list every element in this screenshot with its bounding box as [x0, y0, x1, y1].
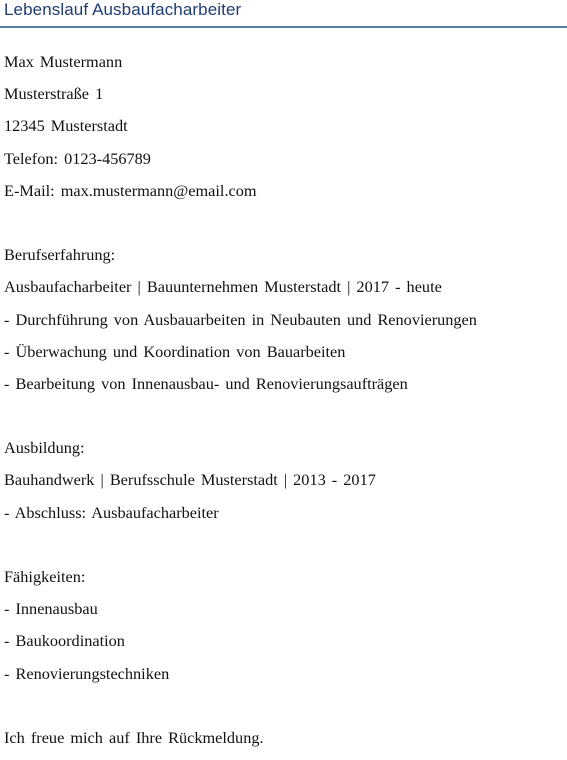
contact-email: E-Mail: max.mustermann@email.com: [4, 180, 257, 200]
experience-heading: Berufserfahrung:: [4, 245, 116, 265]
section-spacer: [4, 696, 559, 728]
experience-item: - Durchführung von Ausbauarbeiten in Neubauten und Renovierungen: [4, 309, 477, 329]
closing-line: Ich freue mich auf Ihre Rückmeldung.: [4, 727, 264, 747]
experience-item: - Überwachung und Koordination von Bauarbeiten: [4, 341, 346, 361]
education-section: [4, 438, 559, 535]
contact-block: [4, 52, 559, 213]
experience-position: Ausbaufacharbeiter | Bauunternehmen Musterstadt | 2017 - heute: [4, 277, 442, 297]
skill-item: - Baukoordination: [4, 631, 125, 651]
section-spacer: [4, 535, 559, 567]
document-header: [0, 0, 567, 28]
contact-phone: Telefon: 0123-456789: [4, 148, 151, 168]
skills-section: [4, 567, 559, 696]
skill-item: - Renovierungstechniken: [4, 663, 170, 683]
skills-heading: Fähigkeiten:: [4, 567, 86, 586]
skill-item: - Innenausbau: [4, 599, 98, 619]
education-item: - Abschluss: Ausbaufacharbeiter: [4, 502, 219, 522]
document-title: Lebenslauf Ausbaufacharbeiter: [4, 0, 242, 19]
education-entry: Bauhandwerk | Berufsschule Musterstadt | 2013 - 2017: [4, 470, 376, 490]
education-heading: Ausbildung:: [4, 438, 85, 458]
experience-section: [4, 245, 559, 406]
experience-item: - Bearbeitung von Innenausbau- und Renovierungsaufträgen: [4, 373, 408, 393]
document-body: [4, 52, 559, 760]
section-spacer: [4, 406, 559, 438]
contact-name: Max Mustermann: [4, 52, 123, 71]
contact-city: 12345 Musterstadt: [4, 116, 128, 136]
contact-street: Musterstraße 1: [4, 84, 104, 104]
section-spacer: [4, 213, 559, 245]
